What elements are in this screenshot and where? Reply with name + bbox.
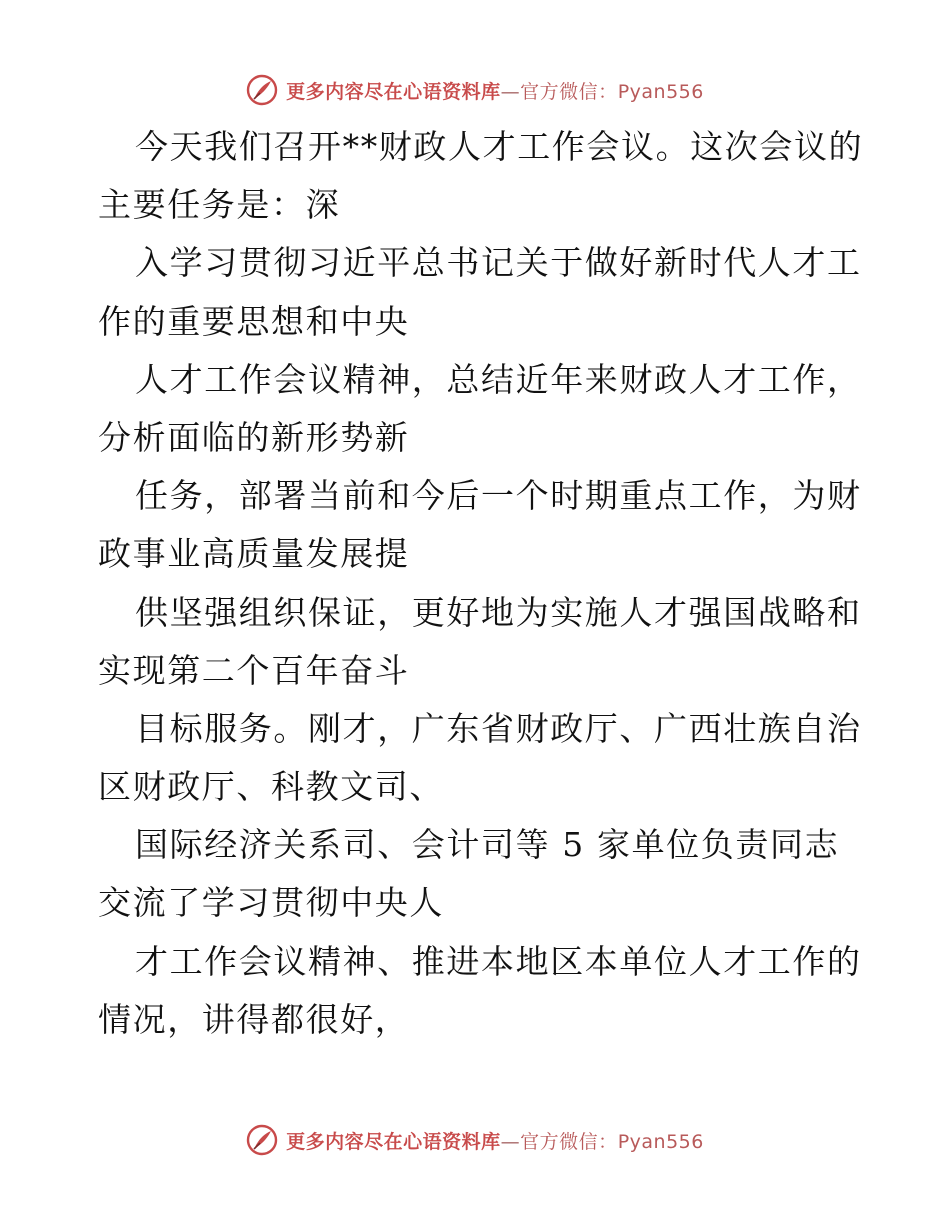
watermark-wechat-id: Pyan556 <box>617 80 704 103</box>
watermark-wechat-label: 官方微信： <box>520 1130 618 1153</box>
feather-pen-logo-icon <box>246 1124 278 1156</box>
watermark-brand: 更多内容尽在心语资料库 <box>286 80 501 103</box>
watermark-wechat-id: Pyan556 <box>617 1130 704 1153</box>
text-line: 政事业高质量发展提 <box>98 534 410 574</box>
text-line: 主要任务是：深 <box>98 185 341 225</box>
text-line: 分析面临的新形势新 <box>98 417 410 457</box>
watermark-text <box>286 77 704 104</box>
text-line: 供坚强组织保证，更好地为实施人才强国战略和 <box>135 592 862 632</box>
text-line: 区财政厅、科教文司、 <box>98 767 444 807</box>
header-watermark <box>0 70 950 110</box>
text-line: 入学习贯彻习近平总书记关于做好新时代人才工 <box>135 243 862 283</box>
text-line: 今天我们召开**财政人才工作会议。这次会议的 <box>135 127 864 166</box>
text-line: 实现第二个百年奋斗 <box>98 650 410 690</box>
text-line: 人才工作会议精神，总结近年来财政人才工作， <box>135 359 862 399</box>
text-line: 任务，部署当前和今后一个时期重点工作，为财 <box>135 476 862 516</box>
text-line: 交流了学习贯彻中央人 <box>98 883 444 923</box>
watermark-brand: 更多内容尽在心语资料库 <box>286 1130 501 1153</box>
text-line: 情况，讲得都很好， <box>98 999 410 1039</box>
text-line: 才工作会议精神、推进本地区本单位人才工作的 <box>135 941 862 981</box>
watermark-separator: — <box>500 80 521 103</box>
document-body <box>98 118 864 1049</box>
watermark-separator: — <box>500 1130 521 1153</box>
footer-watermark <box>0 1120 950 1160</box>
watermark-text <box>286 1127 704 1154</box>
text-line: 作的重要思想和中央 <box>98 301 410 341</box>
text-line: 国际经济关系司、会计司等 5 家单位负责同志 <box>135 825 840 865</box>
text-line: 目标服务。刚才，广东省财政厅、广西壮族自治 <box>135 708 862 748</box>
feather-pen-logo-icon <box>246 74 278 106</box>
watermark-wechat-label: 官方微信： <box>520 80 618 103</box>
